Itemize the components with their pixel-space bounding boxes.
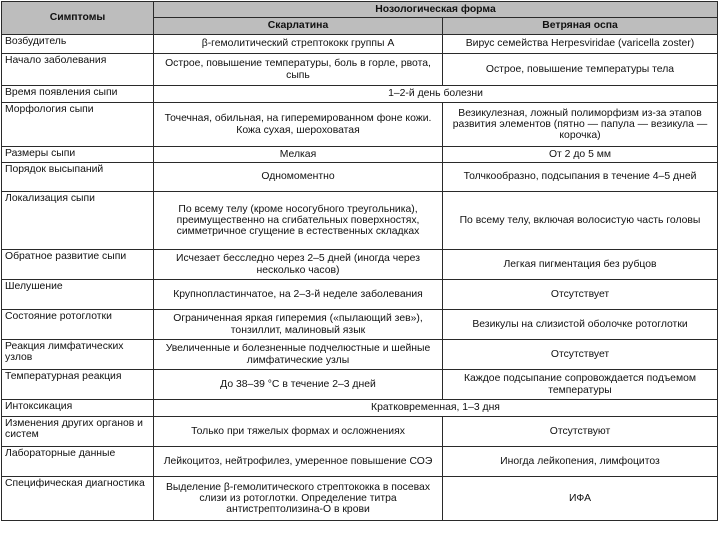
symptom-cell: Изменения других органов и систем (2, 417, 154, 447)
chickenpox-cell: Вирус семейства Herpesviridae (varicella zoster) (443, 35, 718, 54)
scarlet-cell: Лейкоцитоз, нейтрофилез, умеренное повышение СОЭ (154, 447, 443, 477)
chickenpox-cell: Отсутствует (443, 280, 718, 310)
symptom-cell: Обратное развитие сыпи (2, 250, 154, 280)
table-row (2, 86, 718, 103)
table-row (2, 400, 718, 417)
chickenpox-cell: По всему телу, включая волосистую часть головы (443, 192, 718, 250)
table-row (2, 310, 718, 340)
chickenpox-cell: Отсутствуют (443, 417, 718, 447)
symptom-cell: Температурная реакция (2, 370, 154, 400)
header-scarlet-fever: Скарлатина (154, 18, 443, 35)
scarlet-cell: По всему телу (кроме носогубного треугольника), преимущественно на сгибательных поверхностях, симметричное сгущение в естественных складках (154, 192, 443, 250)
symptom-cell: Шелушение (2, 280, 154, 310)
scarlet-cell: Мелкая (154, 147, 443, 163)
symptom-cell: Интоксикация (2, 400, 154, 417)
header-chickenpox: Ветряная оспа (443, 18, 718, 35)
chickenpox-cell: Иногда лейкопения, лимфоцитоз (443, 447, 718, 477)
chickenpox-cell: От 2 до 5 мм (443, 147, 718, 163)
table-row (2, 54, 718, 86)
symptom-cell: Реакция лимфатических узлов (2, 340, 154, 370)
symptom-cell: Морфология сыпи (2, 103, 154, 147)
symptom-cell: Начало заболевания (2, 54, 154, 86)
symptom-cell: Специфическая диагностика (2, 477, 154, 521)
scarlet-cell: Острое, повышение температуры, боль в горле, рвота, сыпь (154, 54, 443, 86)
chickenpox-cell: Везикулезная, ложный полиморфизм из-за этапов развития элементов (пятно — папула — везикула — корочка) (443, 103, 718, 147)
symptom-cell: Возбудитель (2, 35, 154, 54)
scarlet-cell: Исчезает бесследно через 2–5 дней (иногда через несколько часов) (154, 250, 443, 280)
symptom-cell: Состояние ротоглотки (2, 310, 154, 340)
table-row (2, 340, 718, 370)
table-row (2, 35, 718, 54)
symptom-cell: Размеры сыпи (2, 147, 154, 163)
table-row (2, 163, 718, 192)
scarlet-cell: Ограниченная яркая гиперемия («пылающий зев»), тонзиллит, малиновый язык (154, 310, 443, 340)
scarlet-cell: Одномоментно (154, 163, 443, 192)
table-row (2, 103, 718, 147)
symptom-cell: Время появления сыпи (2, 86, 154, 103)
symptom-cell: Локализация сыпи (2, 192, 154, 250)
chickenpox-cell: Толчкообразно, подсыпания в течение 4–5 дней (443, 163, 718, 192)
scarlet-cell: Увеличенные и болезненные подчелюстные и шейные лимфатические узлы (154, 340, 443, 370)
chickenpox-cell: Острое, повышение температуры тела (443, 54, 718, 86)
table-row (2, 370, 718, 400)
table-row (2, 280, 718, 310)
scarlet-cell: β-гемолитический стрептококк группы А (154, 35, 443, 54)
header-symptoms: Симптомы (2, 2, 154, 35)
table-row (2, 447, 718, 477)
table-row (2, 417, 718, 447)
table-row (2, 250, 718, 280)
scarlet-cell: Только при тяжелых формах и осложнениях (154, 417, 443, 447)
chickenpox-cell: Везикулы на слизистой оболочке ротоглотки (443, 310, 718, 340)
merged-cell: Кратковременная, 1–3 дня (154, 400, 718, 417)
symptom-cell: Лабораторные данные (2, 447, 154, 477)
scarlet-cell: До 38–39 °С в течение 2–3 дней (154, 370, 443, 400)
scarlet-cell: Выделение β-гемолитического стрептококка в посевах слизи из ротоглотки. Определение титра антистрептолизина-О в крови (154, 477, 443, 521)
merged-cell: 1–2-й день болезни (154, 86, 718, 103)
header-nosological-form: Нозологическая форма (154, 2, 718, 18)
symptom-cell: Порядок высыпаний (2, 163, 154, 192)
chickenpox-cell: Каждое подсыпание сопровождается подъемом температуры (443, 370, 718, 400)
scarlet-cell: Крупнопластинчатое, на 2–3-й неделе заболевания (154, 280, 443, 310)
comparison-table (1, 1, 718, 521)
chickenpox-cell: ИФА (443, 477, 718, 521)
scarlet-cell: Точечная, обильная, на гиперемированном фоне кожи. Кожа сухая, шероховатая (154, 103, 443, 147)
table-row (2, 147, 718, 163)
chickenpox-cell: Отсутствует (443, 340, 718, 370)
table-row (2, 477, 718, 521)
table-row (2, 192, 718, 250)
chickenpox-cell: Легкая пигментация без рубцов (443, 250, 718, 280)
